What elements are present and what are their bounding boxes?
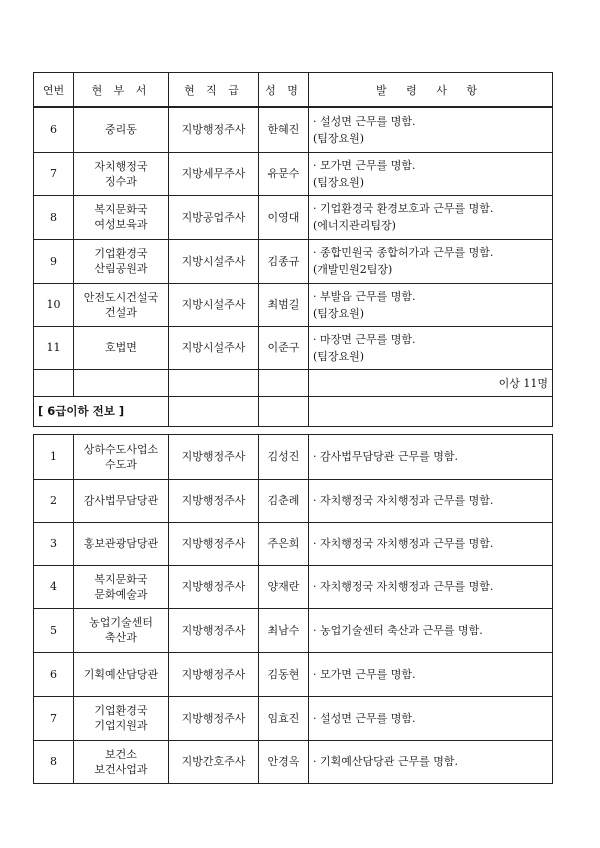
employee-name: 김동현 <box>259 652 309 696</box>
employee-name: 김성진 <box>259 434 309 479</box>
summary-row <box>34 369 553 396</box>
appointment-order <box>309 696 553 740</box>
current-department <box>74 522 169 565</box>
employee-name: 양재란 <box>259 565 309 608</box>
current-department <box>74 239 169 283</box>
current-rank: 지방행정주사 <box>169 107 259 152</box>
department-line-1: 농업기술센터 <box>89 616 153 629</box>
department-line-2: 여성보육과 <box>94 218 148 231</box>
section-row <box>34 396 553 426</box>
row-number: 8 <box>34 195 74 239</box>
order-line-1: · 농업기술센터 축산과 근무를 명함. <box>313 623 483 637</box>
table-row <box>34 696 553 740</box>
appointment-order <box>309 195 553 239</box>
appointment-order <box>309 479 553 522</box>
current-rank: 지방공업주사 <box>169 195 259 239</box>
table-row <box>34 283 553 326</box>
appointment-order <box>309 740 553 783</box>
table-row <box>34 195 553 239</box>
department-line-1: 홍보관광담당관 <box>83 537 159 550</box>
employee-name: 임효진 <box>259 696 309 740</box>
order-line-2: (개발민원2팀장) <box>313 263 393 276</box>
department-line-2: 문화예술과 <box>94 587 148 601</box>
table-row <box>34 608 553 652</box>
current-department <box>74 608 169 652</box>
row-number: 5 <box>34 608 74 652</box>
department-line-1: 안전도시건설국 <box>83 290 159 304</box>
row-number: 11 <box>34 326 74 369</box>
employee-name: 김춘례 <box>259 479 309 522</box>
current-department <box>74 283 169 326</box>
table-row <box>34 565 553 608</box>
table-row <box>34 652 553 696</box>
table-row <box>34 107 553 152</box>
order-line-1: · 설성면 근무를 명함. <box>313 114 416 128</box>
department-line-1: 복지문화국 <box>94 572 148 586</box>
row-number: 2 <box>34 479 74 522</box>
order-line-2: (에너지관리팀장) <box>313 219 396 232</box>
department-line-2: 건설과 <box>105 305 137 319</box>
employee-name: 최범길 <box>259 283 309 326</box>
department-line-1: 복지문화국 <box>94 203 148 216</box>
table-row <box>34 740 553 783</box>
employee-name: 이영대 <box>259 195 309 239</box>
summary-body <box>34 369 553 434</box>
department-line-1: 기획예산담당관 <box>83 667 159 681</box>
row-number: 6 <box>34 107 74 152</box>
personnel-table <box>33 72 553 784</box>
department-line-1: 보건소 <box>105 747 137 761</box>
order-line-1: · 마장면 근무를 명함. <box>313 332 416 346</box>
appointment-order <box>309 434 553 479</box>
department-line-1: 자치행정국 <box>94 159 148 173</box>
order-line-1: · 기획예산담당관 근무를 명함. <box>313 755 458 768</box>
section-title: [ 6급이하 전보 ] <box>34 396 169 426</box>
appointment-order <box>309 107 553 152</box>
group2-body <box>34 434 553 783</box>
current-rank: 지방행정주사 <box>169 479 259 522</box>
appointment-order <box>309 239 553 283</box>
current-rank: 지방행정주사 <box>169 522 259 565</box>
order-line-1: · 감사법무담당관 근무를 명함. <box>313 450 458 463</box>
row-number: 8 <box>34 740 74 783</box>
header-no: 연번 <box>34 73 74 108</box>
current-department <box>74 195 169 239</box>
department-line-2: 축산과 <box>105 631 137 644</box>
summary-count: 이상 11명 <box>309 369 553 396</box>
order-line-1: · 설성면 근무를 명함. <box>313 711 416 725</box>
department-line-2: 보건사업과 <box>94 762 148 776</box>
current-department <box>74 740 169 783</box>
current-department <box>74 696 169 740</box>
department-line-2: 수도과 <box>105 457 137 471</box>
department-line-2: 산림공원과 <box>94 262 148 275</box>
order-line-2: (팀장요원) <box>313 131 365 145</box>
current-department <box>74 107 169 152</box>
row-number: 6 <box>34 652 74 696</box>
appointment-order <box>309 565 553 608</box>
department-line-2: 기업지원과 <box>94 719 148 732</box>
appointment-order <box>309 608 553 652</box>
current-department <box>74 152 169 195</box>
department-line-1: 기업환경국 <box>94 247 148 260</box>
department-line-1: 기업환경국 <box>94 704 148 717</box>
current-rank: 지방행정주사 <box>169 434 259 479</box>
order-line-1: · 모가면 근무를 명함. <box>313 667 416 681</box>
row-number: 3 <box>34 522 74 565</box>
current-rank: 지방행정주사 <box>169 696 259 740</box>
current-rank: 지방행정주사 <box>169 565 259 608</box>
row-number: 7 <box>34 152 74 195</box>
order-line-2: (팀장요원) <box>313 349 365 363</box>
current-department <box>74 434 169 479</box>
order-line-1: · 기업환경국 환경보호과 근무를 명함. <box>313 202 494 215</box>
department-line-1: 감사법무담당관 <box>83 494 159 507</box>
header-rank: 현 직 급 <box>169 73 259 108</box>
current-department <box>74 652 169 696</box>
table-row <box>34 479 553 522</box>
group1-body <box>34 107 553 369</box>
appointment-order <box>309 152 553 195</box>
current-rank: 지방간호주사 <box>169 740 259 783</box>
department-line-2: 징수과 <box>105 174 137 188</box>
order-line-2: (팀장요원) <box>313 306 365 320</box>
appointment-order <box>309 652 553 696</box>
current-department <box>74 565 169 608</box>
appointment-order <box>309 522 553 565</box>
table-row <box>34 434 553 479</box>
current-rank: 지방행정주사 <box>169 608 259 652</box>
table-row <box>34 522 553 565</box>
appointment-order <box>309 326 553 369</box>
table-row <box>34 239 553 283</box>
current-rank: 지방세무주사 <box>169 152 259 195</box>
header-dept: 현 부 서 <box>74 73 169 108</box>
row-number: 10 <box>34 283 74 326</box>
order-line-1: · 자치행정국 자치행정과 근무를 명함. <box>313 537 494 550</box>
order-line-1: · 부발읍 근무를 명함. <box>313 289 416 303</box>
current-rank: 지방시설주사 <box>169 326 259 369</box>
order-line-1: · 종합민원국 종합허가과 근무를 명함. <box>313 246 494 259</box>
header-order: 발 령 사 항 <box>309 73 553 108</box>
table-row <box>34 152 553 195</box>
header-row <box>34 73 553 108</box>
order-line-1: · 자치행정국 자치행정과 근무를 명함. <box>313 494 494 507</box>
current-department <box>74 479 169 522</box>
employee-name: 주은희 <box>259 522 309 565</box>
employee-name: 안경옥 <box>259 740 309 783</box>
header-name: 성 명 <box>259 73 309 108</box>
order-line-2: (팀장요원) <box>313 175 365 189</box>
table-row <box>34 326 553 369</box>
section-spacer <box>34 426 553 434</box>
current-rank: 지방행정주사 <box>169 652 259 696</box>
current-rank: 지방시설주사 <box>169 239 259 283</box>
row-number: 9 <box>34 239 74 283</box>
employee-name: 유문수 <box>259 152 309 195</box>
department-line-1: 호법면 <box>105 341 137 354</box>
appointment-order <box>309 283 553 326</box>
row-number: 4 <box>34 565 74 608</box>
current-department <box>74 326 169 369</box>
order-line-1: · 자치행정국 자치행정과 근무를 명함. <box>313 580 494 593</box>
employee-name: 최남수 <box>259 608 309 652</box>
row-number: 1 <box>34 434 74 479</box>
current-rank: 지방시설주사 <box>169 283 259 326</box>
employee-name: 김종규 <box>259 239 309 283</box>
department-line-1: 중리동 <box>105 123 137 137</box>
department-line-1: 상하수도사업소 <box>83 442 159 456</box>
row-number: 7 <box>34 696 74 740</box>
employee-name: 한혜진 <box>259 107 309 152</box>
order-line-1: · 모가면 근무를 명함. <box>313 158 416 172</box>
employee-name: 이준구 <box>259 326 309 369</box>
